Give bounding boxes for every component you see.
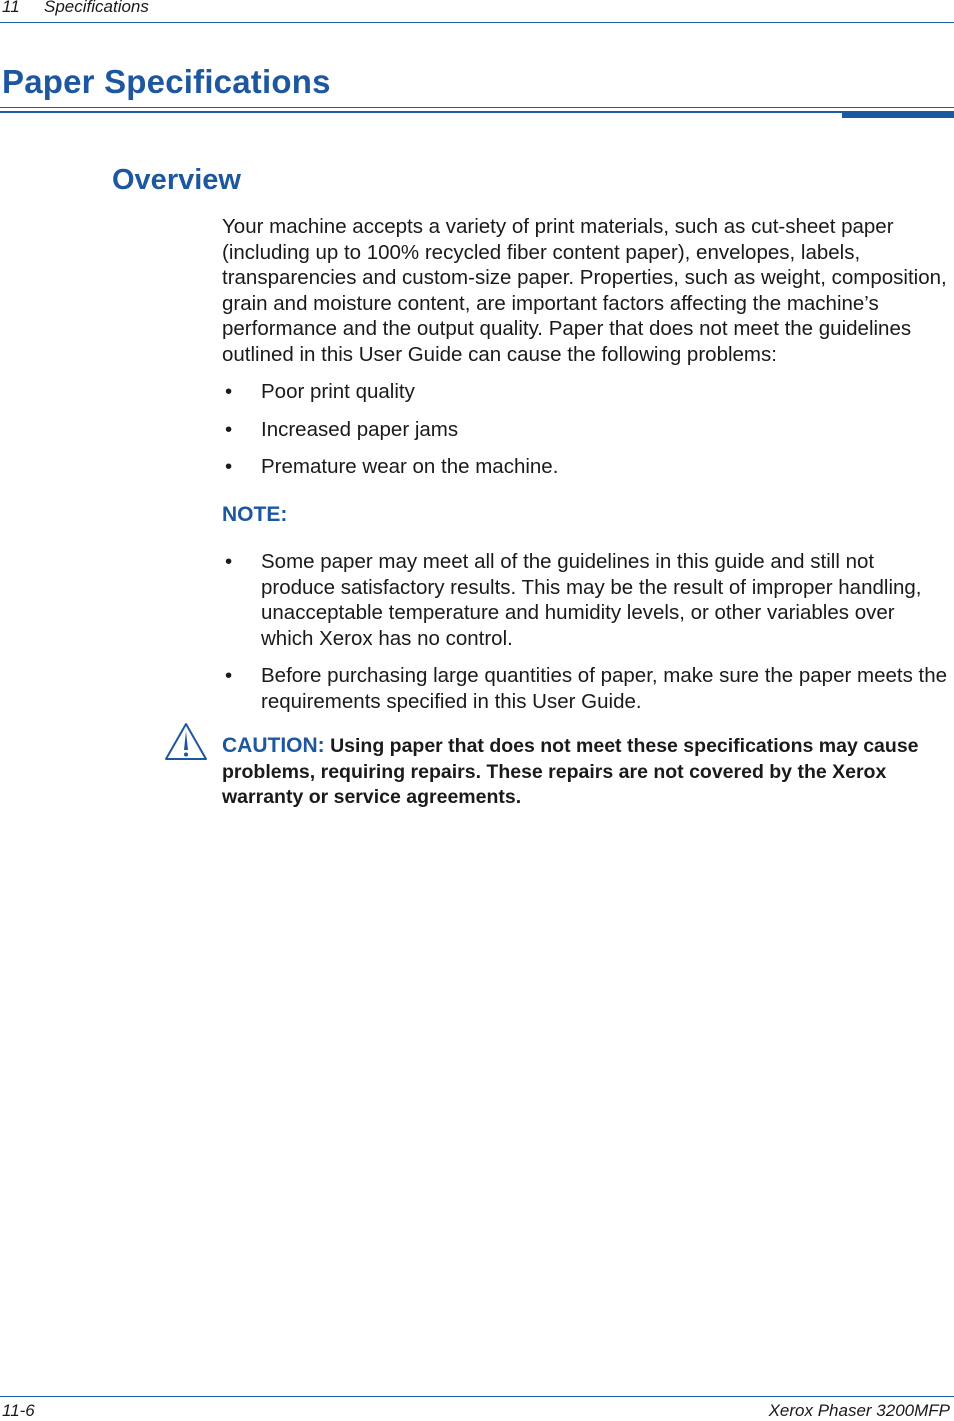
header-chapter-number: 11 — [2, 0, 20, 16]
caution-message: Using paper that does not meet these specifications may cause problems, requiring repairs. These repairs are not covered by the Xerox warranty or service agreements. — [222, 735, 919, 808]
bullet: • — [225, 455, 233, 478]
list-item — [222, 379, 952, 405]
list-item-text: Premature wear on the machine. — [261, 455, 559, 478]
title-rule-bottom — [0, 111, 954, 113]
header-section-title: Specifications — [44, 0, 149, 16]
note-label: NOTE: — [222, 503, 288, 526]
page-title: Paper Specifications — [2, 63, 331, 100]
notes-list — [222, 549, 952, 726]
overview-intro-paragraph: Your machine accepts a variety of print materials, such as cut-sheet paper (including up to 100% recycled fiber content paper), envelopes, labels, transparencies and custom-size paper. Properties, such as weight, composition, grain and moisture content, are important factors affecting the machine’s performance and the output quality. Paper that does not meet the guidelines outlined in this User Guide can cause the following problems: — [222, 215, 947, 366]
list-item — [222, 663, 952, 714]
list-item-text: Increased paper jams — [261, 417, 459, 441]
section-heading-overview: Overview — [112, 164, 241, 196]
list-item — [222, 417, 952, 443]
bullet: • — [225, 380, 233, 403]
caution-block — [222, 733, 952, 811]
footer-product-name: Xerox Phaser 3200MFP — [768, 1401, 950, 1420]
page-header — [0, 0, 954, 23]
bullet: • — [225, 417, 233, 441]
bullet: • — [225, 664, 233, 687]
list-item — [222, 549, 952, 651]
caution-label: CAUTION: — [222, 734, 325, 757]
list-item — [222, 454, 952, 480]
list-item-text: Some paper may meet all of the guidelines in this guide and still not produce satisfactory results. This may be the result of improper handling, unacceptable temperature and humidity levels, or other variables over which Xerox has no control. — [261, 550, 922, 650]
warning-triangle-icon — [164, 722, 208, 762]
bullet: • — [225, 550, 233, 573]
list-item-text: Before purchasing large quantities of paper, make sure the paper meets the requirements specified in this User Guide. — [261, 664, 948, 713]
page-footer — [0, 1396, 954, 1419]
title-tab-marker — [842, 112, 954, 118]
title-rule-top — [0, 107, 954, 108]
footer-page-number: 11-6 — [2, 1401, 35, 1420]
problems-list — [222, 379, 952, 492]
list-item-text: Poor print quality — [261, 380, 415, 403]
